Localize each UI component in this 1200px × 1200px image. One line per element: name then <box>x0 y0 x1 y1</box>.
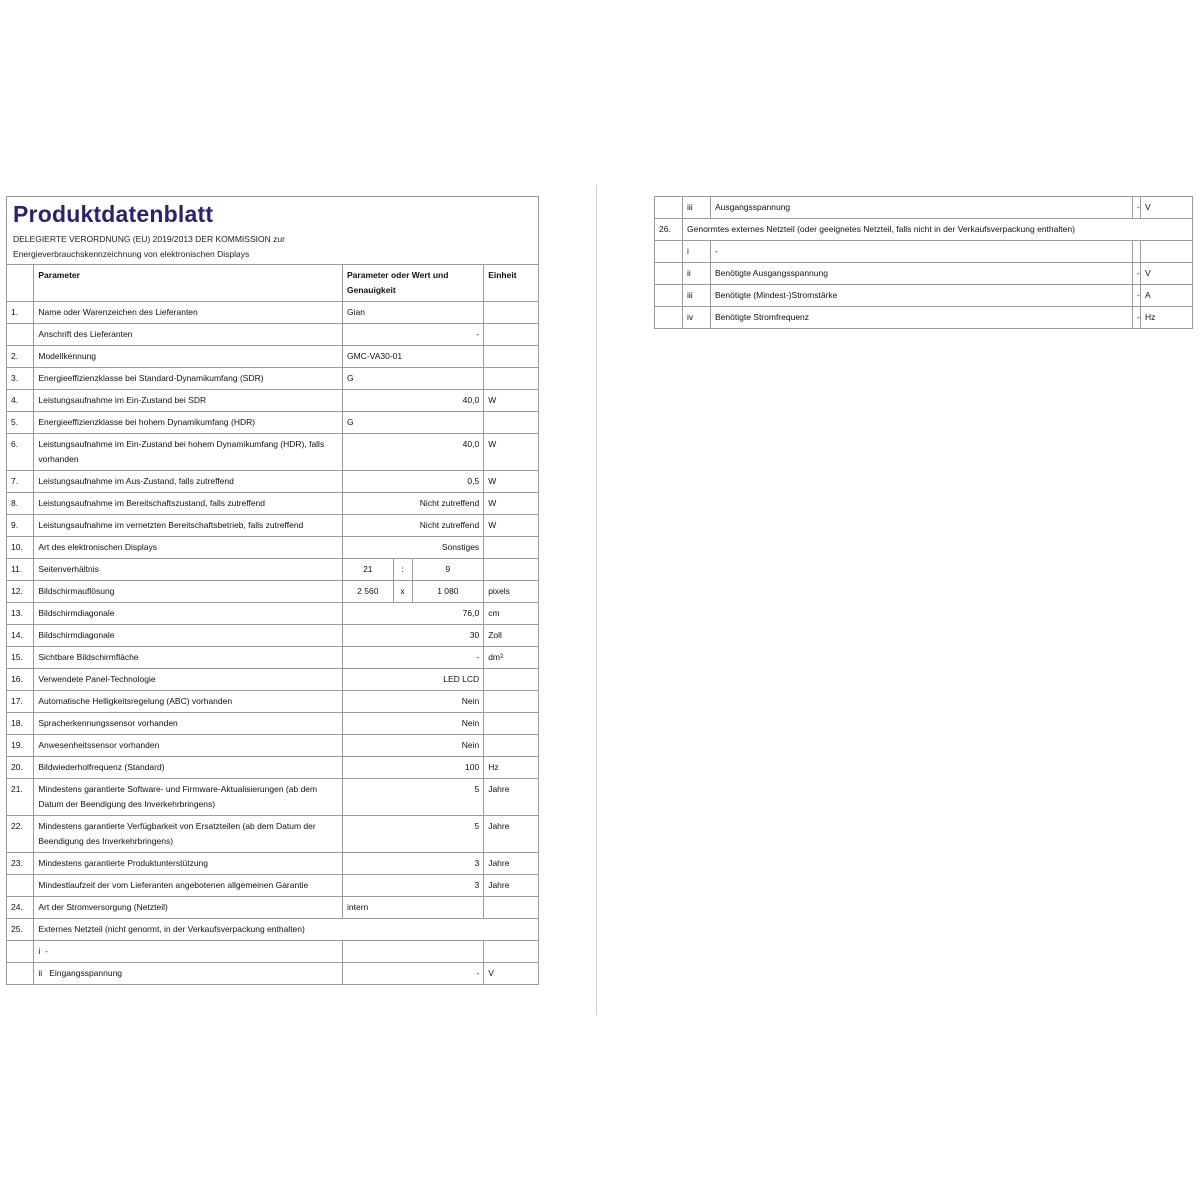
resolution-width: 2 560 <box>343 581 394 603</box>
unit-text: Jahre <box>488 858 510 868</box>
row-unit <box>484 669 539 691</box>
row-number: 7. <box>7 471 34 493</box>
row-parameter: Energieeffizienzklasse bei Standard-Dynamikumfang (SDR) <box>34 368 343 390</box>
row-number: 20. <box>7 757 34 779</box>
row-number: 5. <box>7 412 34 434</box>
roman-numeral: ii <box>683 263 711 285</box>
row-unit <box>484 691 539 713</box>
row-parameter: Mindestens garantierte Produktunterstützung <box>34 853 343 875</box>
row-value <box>1133 241 1141 263</box>
row-parameter: Name oder Warenzeichen des Lieferanten <box>34 302 343 324</box>
table-row <box>655 241 1193 263</box>
header-value: Parameter oder Wert und Genauigkeit <box>343 265 484 302</box>
row-sub-value <box>34 941 343 963</box>
table-row <box>7 581 539 603</box>
table-row <box>7 713 539 735</box>
row-value: intern <box>343 897 484 919</box>
table-row <box>7 816 539 853</box>
row-unit <box>484 713 539 735</box>
resolution-height: 1 080 <box>412 581 484 603</box>
row-number <box>655 241 683 263</box>
doc-subtitle-line1: DELEGIERTE VERORDNUNG (EU) 2019/2013 DER KOMMISSION zur <box>13 234 285 244</box>
unit-text: Hz <box>488 762 499 772</box>
resolution-separator: x <box>393 581 412 603</box>
header-row <box>7 265 539 302</box>
row-unit <box>484 368 539 390</box>
sub-value: - <box>45 946 48 956</box>
row-unit <box>484 559 539 581</box>
row-parameter: Anschrift des Lieferanten <box>34 324 343 346</box>
row-number: 6. <box>7 434 34 471</box>
row-value: - <box>1133 307 1141 329</box>
row-parameter: Sichtbare Bildschirmfläche <box>34 647 343 669</box>
aspect-width: 21 <box>343 559 394 581</box>
row-number: 15. <box>7 647 34 669</box>
unit-text: Zoll <box>488 630 502 640</box>
row-parameter: Bildwiederholfrequenz (Standard) <box>34 757 343 779</box>
row-number: 11. <box>7 559 34 581</box>
row-number: 26. <box>655 219 683 241</box>
row-number: 25. <box>7 919 34 941</box>
row-unit <box>484 875 539 897</box>
row-parameter: Art des elektronischen Displays <box>34 537 343 559</box>
row-unit <box>484 757 539 779</box>
row-parameter: Modellkennung <box>34 346 343 368</box>
table-row <box>7 919 539 941</box>
row-section-text: Genormtes externes Netzteil (oder geeignetes Netzteil, falls nicht in der Verkaufsverpackung enthalten) <box>683 219 1193 241</box>
doc-title: Produktdatenblatt <box>13 201 214 227</box>
row-unit <box>1141 241 1193 263</box>
row-parameter: Bildschirmdiagonale <box>34 625 343 647</box>
row-number <box>655 307 683 329</box>
sub-parameter: Eingangsspannung <box>49 968 123 978</box>
table-row <box>7 603 539 625</box>
row-number: 9. <box>7 515 34 537</box>
page-right <box>654 196 1192 329</box>
row-value: - <box>343 963 484 985</box>
row-parameter: Mindestens garantierte Verfügbarkeit von Ersatzteilen (ab dem Datum der Beendigung des Inverkehrbringens) <box>34 816 343 853</box>
table-row <box>655 263 1193 285</box>
table-row <box>655 219 1193 241</box>
row-value: - <box>1133 197 1141 219</box>
table-row <box>7 537 539 559</box>
roman-numeral: iv <box>683 307 711 329</box>
row-parameter: Bildschirmauflösung <box>34 581 343 603</box>
table-row <box>7 471 539 493</box>
row-value: - <box>343 647 484 669</box>
row-unit <box>484 853 539 875</box>
sub-parameter: Ausgangsspannung <box>711 197 1133 219</box>
row-unit: V <box>1141 263 1193 285</box>
unit-text: W <box>488 476 497 486</box>
row-parameter: Energieeffizienzklasse bei hohem Dynamikumfang (HDR) <box>34 412 343 434</box>
row-unit: V <box>484 963 539 985</box>
table-row <box>7 647 539 669</box>
table-row <box>7 302 539 324</box>
row-value: G <box>343 412 484 434</box>
title-box <box>6 196 539 264</box>
unit-text: Jahre <box>488 880 510 890</box>
unit-text: W <box>488 439 497 449</box>
row-number <box>655 285 683 307</box>
row-parameter: Leistungsaufnahme im Aus-Zustand, falls zutreffend <box>34 471 343 493</box>
unit-text: W <box>488 520 497 530</box>
table-row <box>7 368 539 390</box>
row-number <box>7 941 34 963</box>
datasheet-table-continued <box>654 196 1193 329</box>
row-unit <box>484 434 539 471</box>
row-number: 2. <box>7 346 34 368</box>
row-number: 18. <box>7 713 34 735</box>
row-value: Nicht zutreffend <box>343 515 484 537</box>
row-number: 13. <box>7 603 34 625</box>
table-row <box>655 307 1193 329</box>
sub-parameter: Benötigte Ausgangsspannung <box>711 263 1133 285</box>
row-value: 100 <box>343 757 484 779</box>
row-unit <box>484 493 539 515</box>
table-row <box>7 941 539 963</box>
row-unit <box>484 324 539 346</box>
row-parameter: Seitenverhältnis <box>34 559 343 581</box>
unit-text: dm <box>488 652 500 662</box>
table-row <box>7 434 539 471</box>
table-row <box>7 625 539 647</box>
row-value: Sonstiges <box>343 537 484 559</box>
row-unit <box>484 647 539 669</box>
header-parameter: Parameter <box>34 265 343 302</box>
table-row <box>7 515 539 537</box>
row-number: 24. <box>7 897 34 919</box>
row-number: 3. <box>7 368 34 390</box>
roman-numeral: iii <box>683 285 711 307</box>
row-number <box>7 963 34 985</box>
row-value: Gian <box>343 302 484 324</box>
row-value: 3 <box>343 853 484 875</box>
roman-numeral: i <box>683 241 711 263</box>
row-unit <box>484 390 539 412</box>
table-row <box>7 735 539 757</box>
aspect-separator: : <box>393 559 412 581</box>
row-unit <box>484 897 539 919</box>
row-value: 0,5 <box>343 471 484 493</box>
row-number: 10. <box>7 537 34 559</box>
row-number <box>655 197 683 219</box>
header-unit: Einheit <box>484 265 539 302</box>
row-unit <box>484 625 539 647</box>
row-number <box>655 263 683 285</box>
row-unit: pixels <box>484 581 539 603</box>
row-value: Nein <box>343 691 484 713</box>
table-row <box>7 346 539 368</box>
row-parameter: Leistungsaufnahme im Bereitschaftszustand, falls zutreffend <box>34 493 343 515</box>
table-row <box>7 875 539 897</box>
row-number: 23. <box>7 853 34 875</box>
row-section-text: Externes Netzteil (nicht genormt, in der Verkaufsverpackung enthalten) <box>34 919 539 941</box>
row-value: G <box>343 368 484 390</box>
row-parameter: Mindestlaufzeit der vom Lieferanten angebotenen allgemeinen Garantie <box>34 875 343 897</box>
row-value: 5 <box>343 816 484 853</box>
table-row <box>7 669 539 691</box>
sub-value: - <box>711 241 1133 263</box>
table-row <box>7 963 539 985</box>
row-unit <box>484 537 539 559</box>
table-row <box>7 324 539 346</box>
row-number: 14. <box>7 625 34 647</box>
table-row <box>7 412 539 434</box>
row-unit: Hz <box>1141 307 1193 329</box>
row-value: - <box>343 324 484 346</box>
row-value: 30 <box>343 625 484 647</box>
roman-numeral: ii <box>38 968 43 978</box>
row-sub-parameter <box>34 963 343 985</box>
roman-numeral: iii <box>683 197 711 219</box>
unit-superscript: 2 <box>500 654 504 660</box>
row-parameter: Leistungsaufnahme im Ein-Zustand bei hohem Dynamikumfang (HDR), falls vorhanden <box>34 434 343 471</box>
row-number: 17. <box>7 691 34 713</box>
row-value: - <box>1133 285 1141 307</box>
row-number: 21. <box>7 779 34 816</box>
row-number: 8. <box>7 493 34 515</box>
header-no <box>7 265 34 302</box>
unit-text: W <box>488 395 497 405</box>
table-row <box>655 285 1193 307</box>
table-row <box>7 757 539 779</box>
row-unit <box>484 471 539 493</box>
table-row <box>7 390 539 412</box>
row-value: Nicht zutreffend <box>343 493 484 515</box>
row-number: 12. <box>7 581 34 603</box>
row-value: 76,0 <box>343 603 484 625</box>
row-value: LED LCD <box>343 669 484 691</box>
table-row <box>7 779 539 816</box>
row-unit <box>484 941 539 963</box>
page-left <box>6 196 539 985</box>
row-unit: V <box>1141 197 1193 219</box>
datasheet-table <box>6 264 539 985</box>
page-divider <box>596 185 597 1015</box>
table-row <box>7 493 539 515</box>
unit-text: Jahre <box>488 784 510 794</box>
row-value: GMC-VA30-01 <box>343 346 484 368</box>
row-unit <box>484 735 539 757</box>
row-parameter: Mindestens garantierte Software- und Firmware-Aktualisierungen (ab dem Datum der Beendigung des Inverkehrbringens) <box>34 779 343 816</box>
table-row <box>7 853 539 875</box>
row-number: 16. <box>7 669 34 691</box>
row-parameter: Art der Stromversorgung (Netzteil) <box>34 897 343 919</box>
row-number: 1. <box>7 302 34 324</box>
row-parameter: Leistungsaufnahme im Ein-Zustand bei SDR <box>34 390 343 412</box>
row-value: Nein <box>343 713 484 735</box>
row-unit: A <box>1141 285 1193 307</box>
row-unit <box>484 816 539 853</box>
unit-text: cm <box>488 608 500 618</box>
row-parameter: Verwendete Panel-Technologie <box>34 669 343 691</box>
row-unit <box>484 603 539 625</box>
row-parameter: Spracherkennungssensor vorhanden <box>34 713 343 735</box>
unit-text: Jahre <box>488 821 510 831</box>
row-unit <box>484 346 539 368</box>
row-value: - <box>1133 263 1141 285</box>
row-number: 19. <box>7 735 34 757</box>
unit-text: W <box>488 498 497 508</box>
table-row <box>7 897 539 919</box>
row-unit <box>484 412 539 434</box>
row-unit <box>484 779 539 816</box>
row-parameter: Automatische Helligkeitsregelung (ABC) vorhanden <box>34 691 343 713</box>
row-value: 40,0 <box>343 390 484 412</box>
doc-subtitle-line2: Energieverbrauchskennzeichnung von elektronischen Displays <box>13 249 250 259</box>
table-row <box>655 197 1193 219</box>
sub-parameter: Benötigte (Mindest-)Stromstärke <box>711 285 1133 307</box>
roman-numeral: i <box>38 946 41 956</box>
row-number <box>7 875 34 897</box>
aspect-height: 9 <box>412 559 484 581</box>
table-row <box>7 691 539 713</box>
row-unit <box>484 302 539 324</box>
row-number: 4. <box>7 390 34 412</box>
sub-parameter: Benötigte Stromfrequenz <box>711 307 1133 329</box>
row-value <box>343 941 484 963</box>
row-number <box>7 324 34 346</box>
row-value: 40,0 <box>343 434 484 471</box>
row-parameter: Leistungsaufnahme im vernetzten Bereitschaftsbetrieb, falls zutreffend <box>34 515 343 537</box>
row-number: 22. <box>7 816 34 853</box>
row-parameter: Anwesenheitssensor vorhanden <box>34 735 343 757</box>
row-value: 3 <box>343 875 484 897</box>
row-value: 5 <box>343 779 484 816</box>
row-value: Nein <box>343 735 484 757</box>
table-row <box>7 559 539 581</box>
row-parameter: Bildschirmdiagonale <box>34 603 343 625</box>
row-unit <box>484 515 539 537</box>
